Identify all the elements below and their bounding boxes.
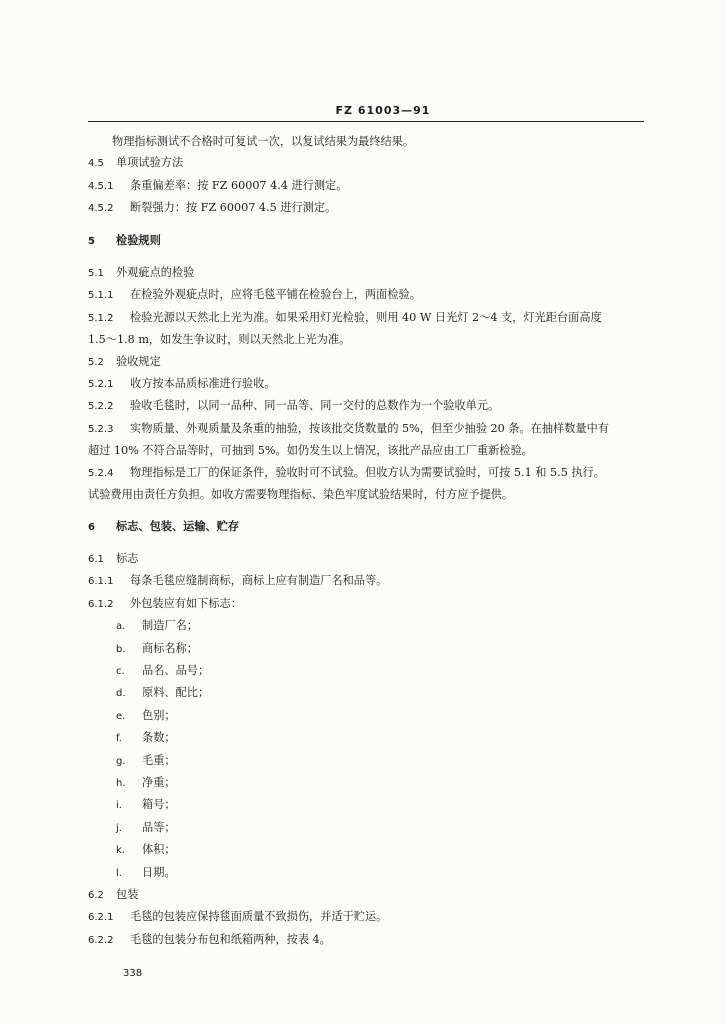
clause-5-1-2: 5.1.2 检验光源以天然北上光为准。如果采用灯光检验，则用 40 W 日光灯 2～4 支，灯光距台面高度 bbox=[88, 310, 602, 324]
paragraph-retest: 物理指标测试不合格时可复试一次，以复试结果为最终结果。 bbox=[112, 135, 415, 148]
clause-5-2-3-continued: 超过 10% 不符合品等时，可抽到 5%。如仍发生以上情况，该批产品应由工厂重新检验。 bbox=[88, 444, 533, 458]
clause-6-2: 6.2 包装 bbox=[88, 888, 139, 901]
list-item: c. 品名、品号； bbox=[116, 663, 210, 677]
clause-5-2-3: 5.2.3 实物质量、外观质量及条重的抽验，按该批交货数量的 5%，但至少抽验 20 条。在抽样数量中有 bbox=[88, 421, 609, 435]
clause-6-1-2: 6.1.2 外包装应有如下标志： bbox=[88, 596, 242, 610]
section-5-heading: 5 检验规则 bbox=[88, 232, 161, 247]
list-item: e. 色别； bbox=[116, 708, 176, 722]
clause-5-1-1: 5.1.1 在检验外观疵点时，应将毛毯平铺在检验台上，两面检验。 bbox=[88, 288, 421, 302]
clause-5-2-4: 5.2.4 物理指标是工厂的保证条件，验收时可不试验。但收方认为需要试验时，可按 5.1 和 5.5 执行。 bbox=[88, 465, 605, 479]
clause-6-1-1: 6.1.1 每条毛毯应缝制商标，商标上应有制造厂名和品等。 bbox=[88, 574, 388, 588]
standard-code: FZ 61003—91 bbox=[335, 104, 431, 117]
header-rule bbox=[88, 121, 644, 122]
section-6-heading: 6 标志、包装、运输、贮存 bbox=[88, 518, 240, 533]
document-body bbox=[88, 131, 648, 951]
clause-6-2-1: 6.2.1 毛毯的包装应保持毯面质量不致损伤，并适于贮运。 bbox=[88, 910, 388, 924]
list-item: l. 日期。 bbox=[116, 865, 176, 879]
clause-5-2-1: 5.2.1 收方按本品质标准进行验收。 bbox=[88, 377, 276, 391]
clause-6-2-2: 6.2.2 毛毯的包装分布包和纸箱两种，按表 4。 bbox=[88, 932, 331, 946]
document-header bbox=[0, 104, 726, 117]
clause-4-5-2: 4.5.2 断裂强力：按 FZ 60007 4.5 进行测定。 bbox=[88, 201, 337, 215]
list-item: b. 商标名称； bbox=[116, 641, 198, 655]
list-item: k. 体积； bbox=[116, 843, 176, 857]
clause-5-2-4-continued: 试验费用由责任方负担。如收方需要物理指标、染色牢度试验结果时，付方应予提供。 bbox=[88, 488, 514, 502]
clause-5-2-2: 5.2.2 验收毛毯时，以同一品种、同一品等、同一交付的总数作为一个验收单元。 bbox=[88, 399, 500, 413]
clause-5-2: 5.2 验收规定 bbox=[88, 354, 161, 368]
clause-5-1: 5.1 外观疵点的检验 bbox=[88, 266, 195, 280]
list-item: g. 毛重； bbox=[116, 753, 176, 767]
list-item: f. 条数； bbox=[116, 731, 176, 745]
list-item: h. 净重； bbox=[116, 775, 176, 789]
list-item: j. 品等； bbox=[116, 820, 176, 834]
list-item: i. 箱号； bbox=[116, 798, 176, 812]
clause-4-5: 4.5 单项试验方法 bbox=[88, 156, 184, 170]
list-item: d. 原料、配比； bbox=[116, 686, 210, 700]
list-item: a. 制造厂名； bbox=[116, 619, 198, 633]
clause-5-1-2-continued: 1.5～1.8 m，如发生争议时，则以天然北上光为准。 bbox=[88, 333, 351, 347]
clause-4-5-1: 4.5.1 条重偏差率：按 FZ 60007 4.4 进行测定。 bbox=[88, 178, 348, 192]
page-number: 338 bbox=[123, 968, 143, 979]
clause-6-1: 6.1 标志 bbox=[88, 551, 139, 565]
